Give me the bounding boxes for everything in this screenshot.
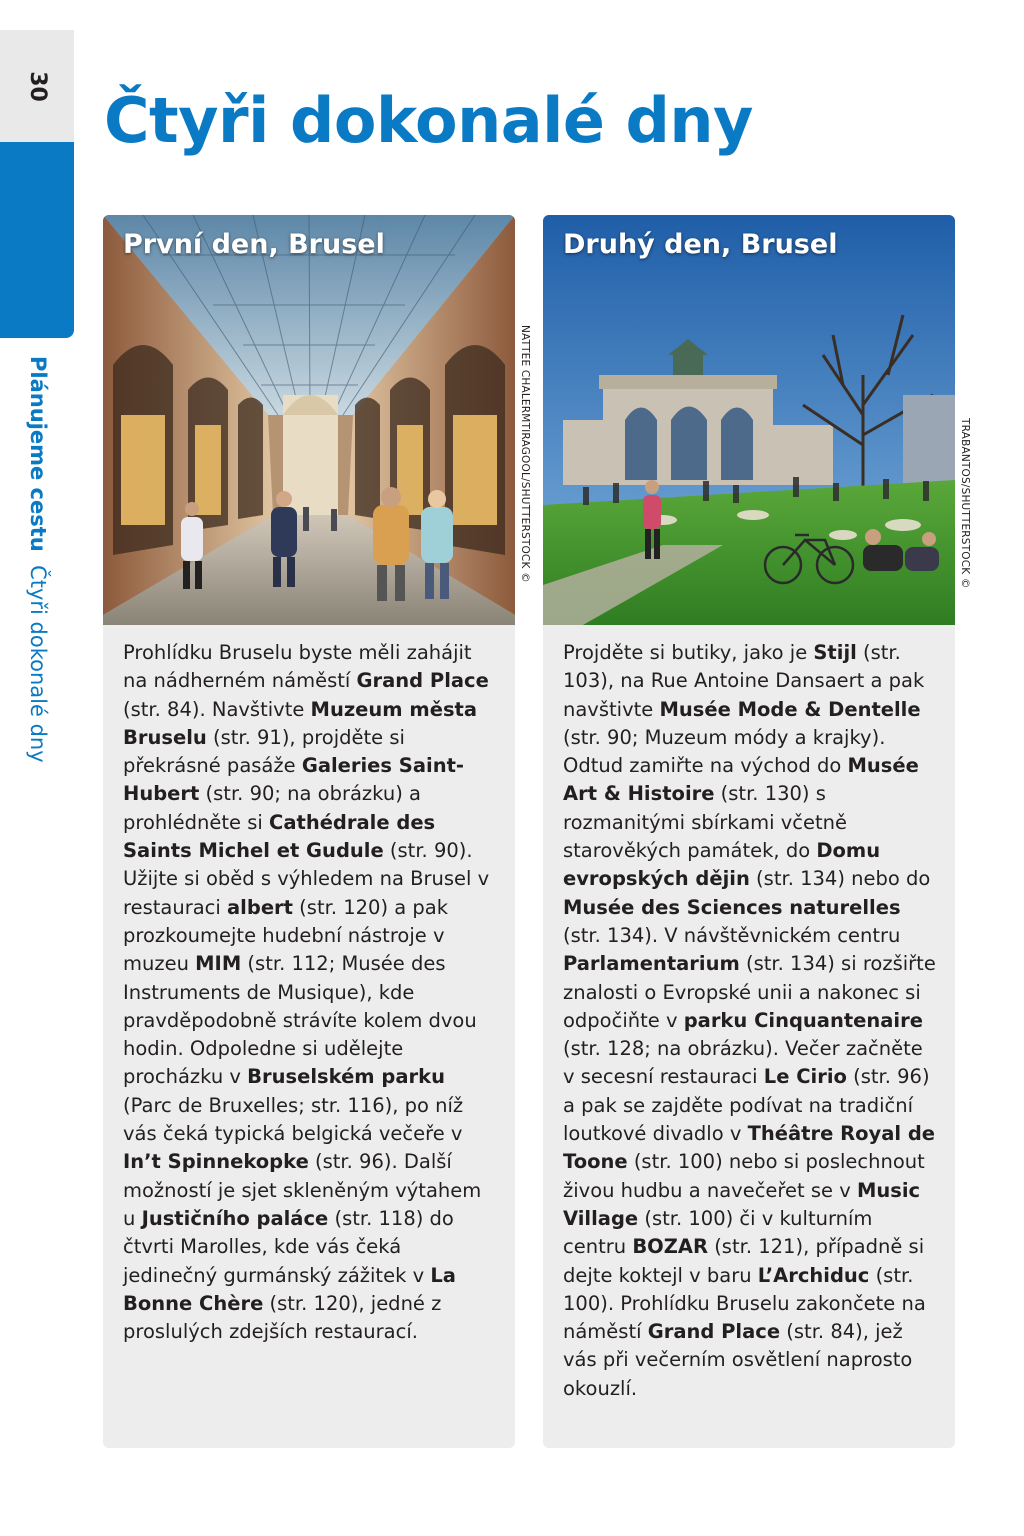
- photo-parc-cinquantenaire: [543, 215, 955, 625]
- highlighted-place: Grand Place: [356, 669, 489, 693]
- highlighted-place: In’t Spinnekopke: [123, 1150, 309, 1174]
- body-text: (str. 120) a pak prozkoumejte hudební nástroje v muzeu: [123, 895, 449, 976]
- section-label: [22, 356, 54, 816]
- day-card-1: [103, 215, 515, 1448]
- highlighted-place: Domu evropských dějin: [563, 839, 881, 891]
- body-text: (str. 120), jedné z proslulých zdejších restaurací.: [123, 1291, 442, 1344]
- body-text: (str. 84), jež vás při večerním osvětlení naprosto okouzlí.: [563, 1320, 913, 1400]
- photo-gallery-illustration: [103, 215, 515, 625]
- highlighted-place: Cathédrale des Saints Michel et Gudule: [123, 810, 436, 863]
- body-text: (Parc de Bruxelles; str. 116), po níž vás čeká typická belgická večeře v: [123, 1093, 464, 1146]
- photo-credit-2: TRABANTOS/SHUTTERSTOCK ©: [959, 418, 971, 589]
- body-text: (str. 112; Musée des Instruments de Musique), kde pravděpodobně strávíte kolem dvou hodin. Odpoledne si udělejte procházku v: [123, 952, 477, 1089]
- body-text: (str. 96). Další možností je sjet skleněným výtahem u: [123, 1150, 482, 1230]
- highlighted-place: Justičního paláce: [141, 1206, 329, 1230]
- highlighted-place: Stijl: [813, 641, 857, 664]
- body-text: (str. 121), případně si dejte koktejl v baru: [563, 1235, 925, 1287]
- highlighted-place: Théâtre Royal de Toone: [563, 1122, 936, 1174]
- card-heading-day-2: Druhý den, Brusel: [563, 229, 838, 260]
- highlighted-place: Musée Mode & Dentelle: [659, 697, 921, 721]
- body-text: (str. 100) či v kulturním centru: [563, 1206, 873, 1259]
- body-text: (str. 134). V návštěvnickém centru: [563, 923, 901, 947]
- photo-credit-1: NATTEE CHALERMTIRAGOOL/SHUTTERSTOCK ©: [519, 325, 531, 583]
- body-text: (str. 103), na Rue Antoine Dansaert a pak navštivte: [563, 641, 925, 721]
- highlighted-place: Bruselském parku: [247, 1065, 446, 1089]
- body-text: (str. 128; na obrázku). Večer začněte v secesní restauraci: [563, 1037, 923, 1089]
- card-body-day-1: [103, 625, 515, 1346]
- card-body-day-2: [543, 625, 955, 1403]
- highlighted-place: parku Cinquantenaire: [683, 1008, 923, 1032]
- body-text: (str. 134) nebo do: [749, 867, 931, 891]
- highlighted-place: albert: [227, 895, 293, 919]
- section-label-normal: Čtyři dokonalé dny: [26, 565, 50, 763]
- body-text: (str. 90; na obrázku) a prohlédněte si: [123, 782, 421, 834]
- body-text: Prohlídku Bruselu byste měli zahájit na nádherném náměstí: [123, 641, 472, 693]
- highlighted-place: BOZAR: [632, 1235, 708, 1259]
- highlighted-place: Galeries Saint-Hubert: [123, 754, 464, 806]
- highlighted-place: Musée des Sciences naturelles: [563, 895, 901, 919]
- highlighted-place: Le Cirio: [763, 1065, 847, 1089]
- card-heading-day-1: První den, Brusel: [123, 229, 385, 260]
- highlighted-place: Grand Place: [647, 1320, 781, 1344]
- highlighted-place: L’Archiduc: [757, 1263, 870, 1287]
- body-text: (str. 84). Navštivte: [123, 697, 311, 721]
- body-text: (str. 130) s rozmanitými sbírkami včetně starověkých památek, do: [563, 782, 848, 863]
- body-text: (str. 134) si rozšiřte znalosti o Evropské unii a nakonec si odpočiňte v: [563, 952, 936, 1032]
- body-text: (str. 100) nebo si poslechnout živou hudbu a navečeřet se v: [563, 1150, 925, 1202]
- body-text: (str. 90; Muzeum módy a krajky). Odtud zamiřte na východ do: [563, 725, 886, 778]
- page-title: Čtyři dokonalé dny: [104, 84, 753, 157]
- section-color-tab: [0, 142, 74, 338]
- body-text: (str. 96) a pak se zajděte podívat na tradiční loutkové divadlo v: [563, 1065, 930, 1146]
- page-number-tab: [0, 30, 74, 142]
- photo-park-illustration: [543, 215, 955, 625]
- highlighted-place: MIM: [195, 952, 242, 976]
- photo-galeries-saint-hubert: [103, 215, 515, 625]
- page-number: 30: [24, 70, 50, 102]
- highlighted-place: Music Village: [563, 1178, 921, 1230]
- body-text: (str. 118) do čtvrti Marolles, kde vás čeká jedinečný gurmánský zážitek v: [123, 1206, 454, 1287]
- body-text: (str. 100). Prohlídku Bruselu zakončete na náměstí: [563, 1263, 926, 1344]
- section-label-bold: Plánujeme cestu: [26, 356, 50, 552]
- highlighted-place: Muzeum města Bruselu: [123, 697, 478, 749]
- day-card-2: [543, 215, 955, 1448]
- body-text: (str. 90). Užijte si oběd s výhledem na Brusel v restauraci: [123, 839, 490, 919]
- highlighted-place: Parlamentarium: [563, 952, 740, 976]
- body-text: Projděte si butiky, jako je: [563, 641, 814, 664]
- highlighted-place: La Bonne Chère: [123, 1263, 456, 1315]
- body-text: (str. 91), projděte si překrásné pasáže: [123, 725, 405, 778]
- highlighted-place: Musée Art & Histoire: [563, 754, 919, 806]
